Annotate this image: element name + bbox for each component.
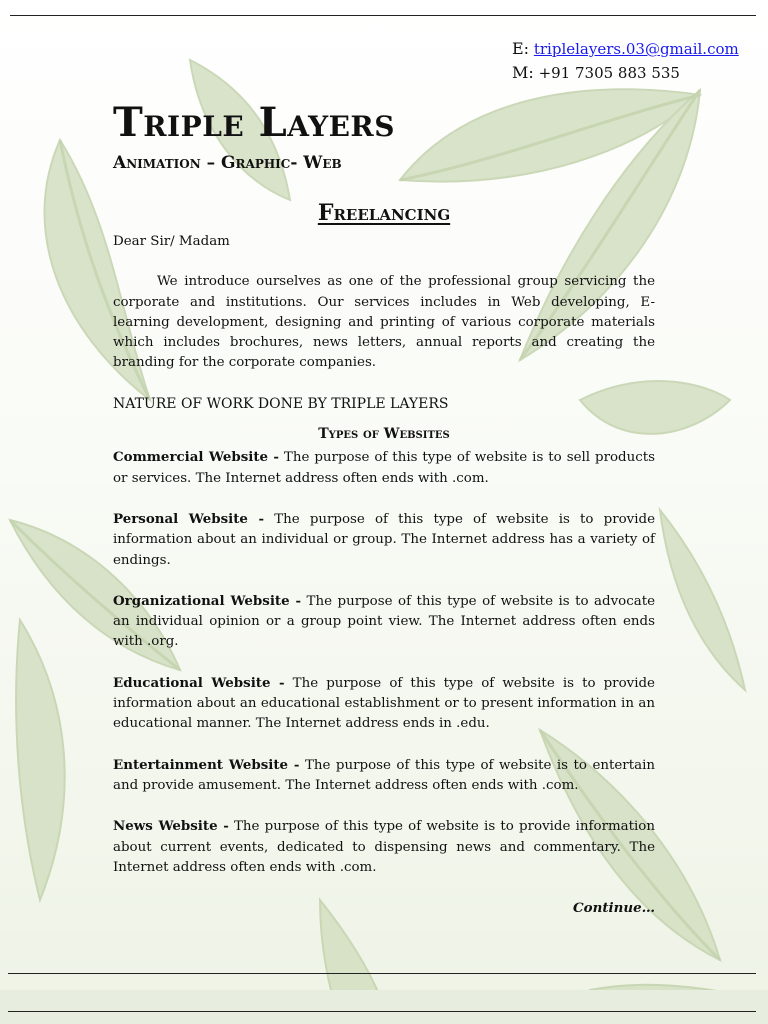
mobile-number: +91 7305 883 535 xyxy=(538,64,680,82)
letter-body xyxy=(113,232,655,918)
footer-band xyxy=(0,990,768,1024)
mobile-label: M: xyxy=(512,63,534,82)
website-type-item xyxy=(113,447,655,489)
document-title xyxy=(0,200,768,226)
brand-name: Triple Layers xyxy=(113,99,395,146)
website-type-description: The purpose of this type of website is to provide information about an individual or group. The Internet address has a variety of endings. xyxy=(113,511,655,568)
mobile-line xyxy=(512,61,739,85)
website-type-item xyxy=(113,816,655,878)
intro-paragraph: We introduce ourselves as one of the professional group servicing the corporate and institutions. Our services includes in Web developing, E- learning development, designing and printing of various corporate materials which includes brochures, news letters, annual reports and creating the branding for the corporate companies. xyxy=(113,274,655,371)
website-type-item xyxy=(113,509,655,571)
website-type-description: The purpose of this type of website is to provide information about an educational establishment or to present information in an educational manner. The Internet address ends in .edu. xyxy=(113,675,655,732)
website-type-item xyxy=(113,673,655,735)
section-heading: NATURE OF WORK DONE BY TRIPLE LAYERS xyxy=(113,395,449,412)
top-rule xyxy=(10,15,756,16)
website-type-item xyxy=(113,591,655,653)
website-type-item xyxy=(113,755,655,797)
website-type-name: Organizational Website - xyxy=(113,592,302,609)
greeting: Dear Sir/ Madam xyxy=(113,234,230,249)
footer-rule-bottom xyxy=(8,1011,756,1012)
website-type-name: News Website - xyxy=(113,818,229,835)
website-type-name: Educational Website - xyxy=(113,674,285,691)
email-link[interactable]: triplelayers.03@gmail.com xyxy=(533,40,739,58)
website-type-description: The purpose of this type of website is to advocate an individual opinion or a group point view. The Internet address often ends with .org. xyxy=(113,593,655,650)
website-type-name: Personal Website - xyxy=(113,510,265,527)
website-type-description: The purpose of this type of website is to entertain and provide amusement. The Internet address often ends with .com. xyxy=(113,757,655,793)
footer-rule-top xyxy=(8,973,756,974)
email-label: E: xyxy=(512,39,530,58)
brand-tagline: Animation – Graphic- Web xyxy=(113,153,342,173)
contact-block xyxy=(512,37,739,85)
website-type-name: Entertainment Website - xyxy=(113,756,300,773)
website-type-description: The purpose of this type of website is to sell products or services. The Internet address often ends with .com. xyxy=(113,450,656,486)
sub-heading: Types of Websites xyxy=(318,426,450,443)
continue-label: Continue… xyxy=(573,900,655,917)
website-type-description: The purpose of this type of website is to provide information about current events, dedicated to dispensing news and commentary. The Internet address often ends with .com. xyxy=(113,819,655,875)
email-line xyxy=(512,37,739,61)
document-title-text: Freelancing xyxy=(317,200,451,226)
website-type-name: Commercial Website - xyxy=(113,449,279,466)
